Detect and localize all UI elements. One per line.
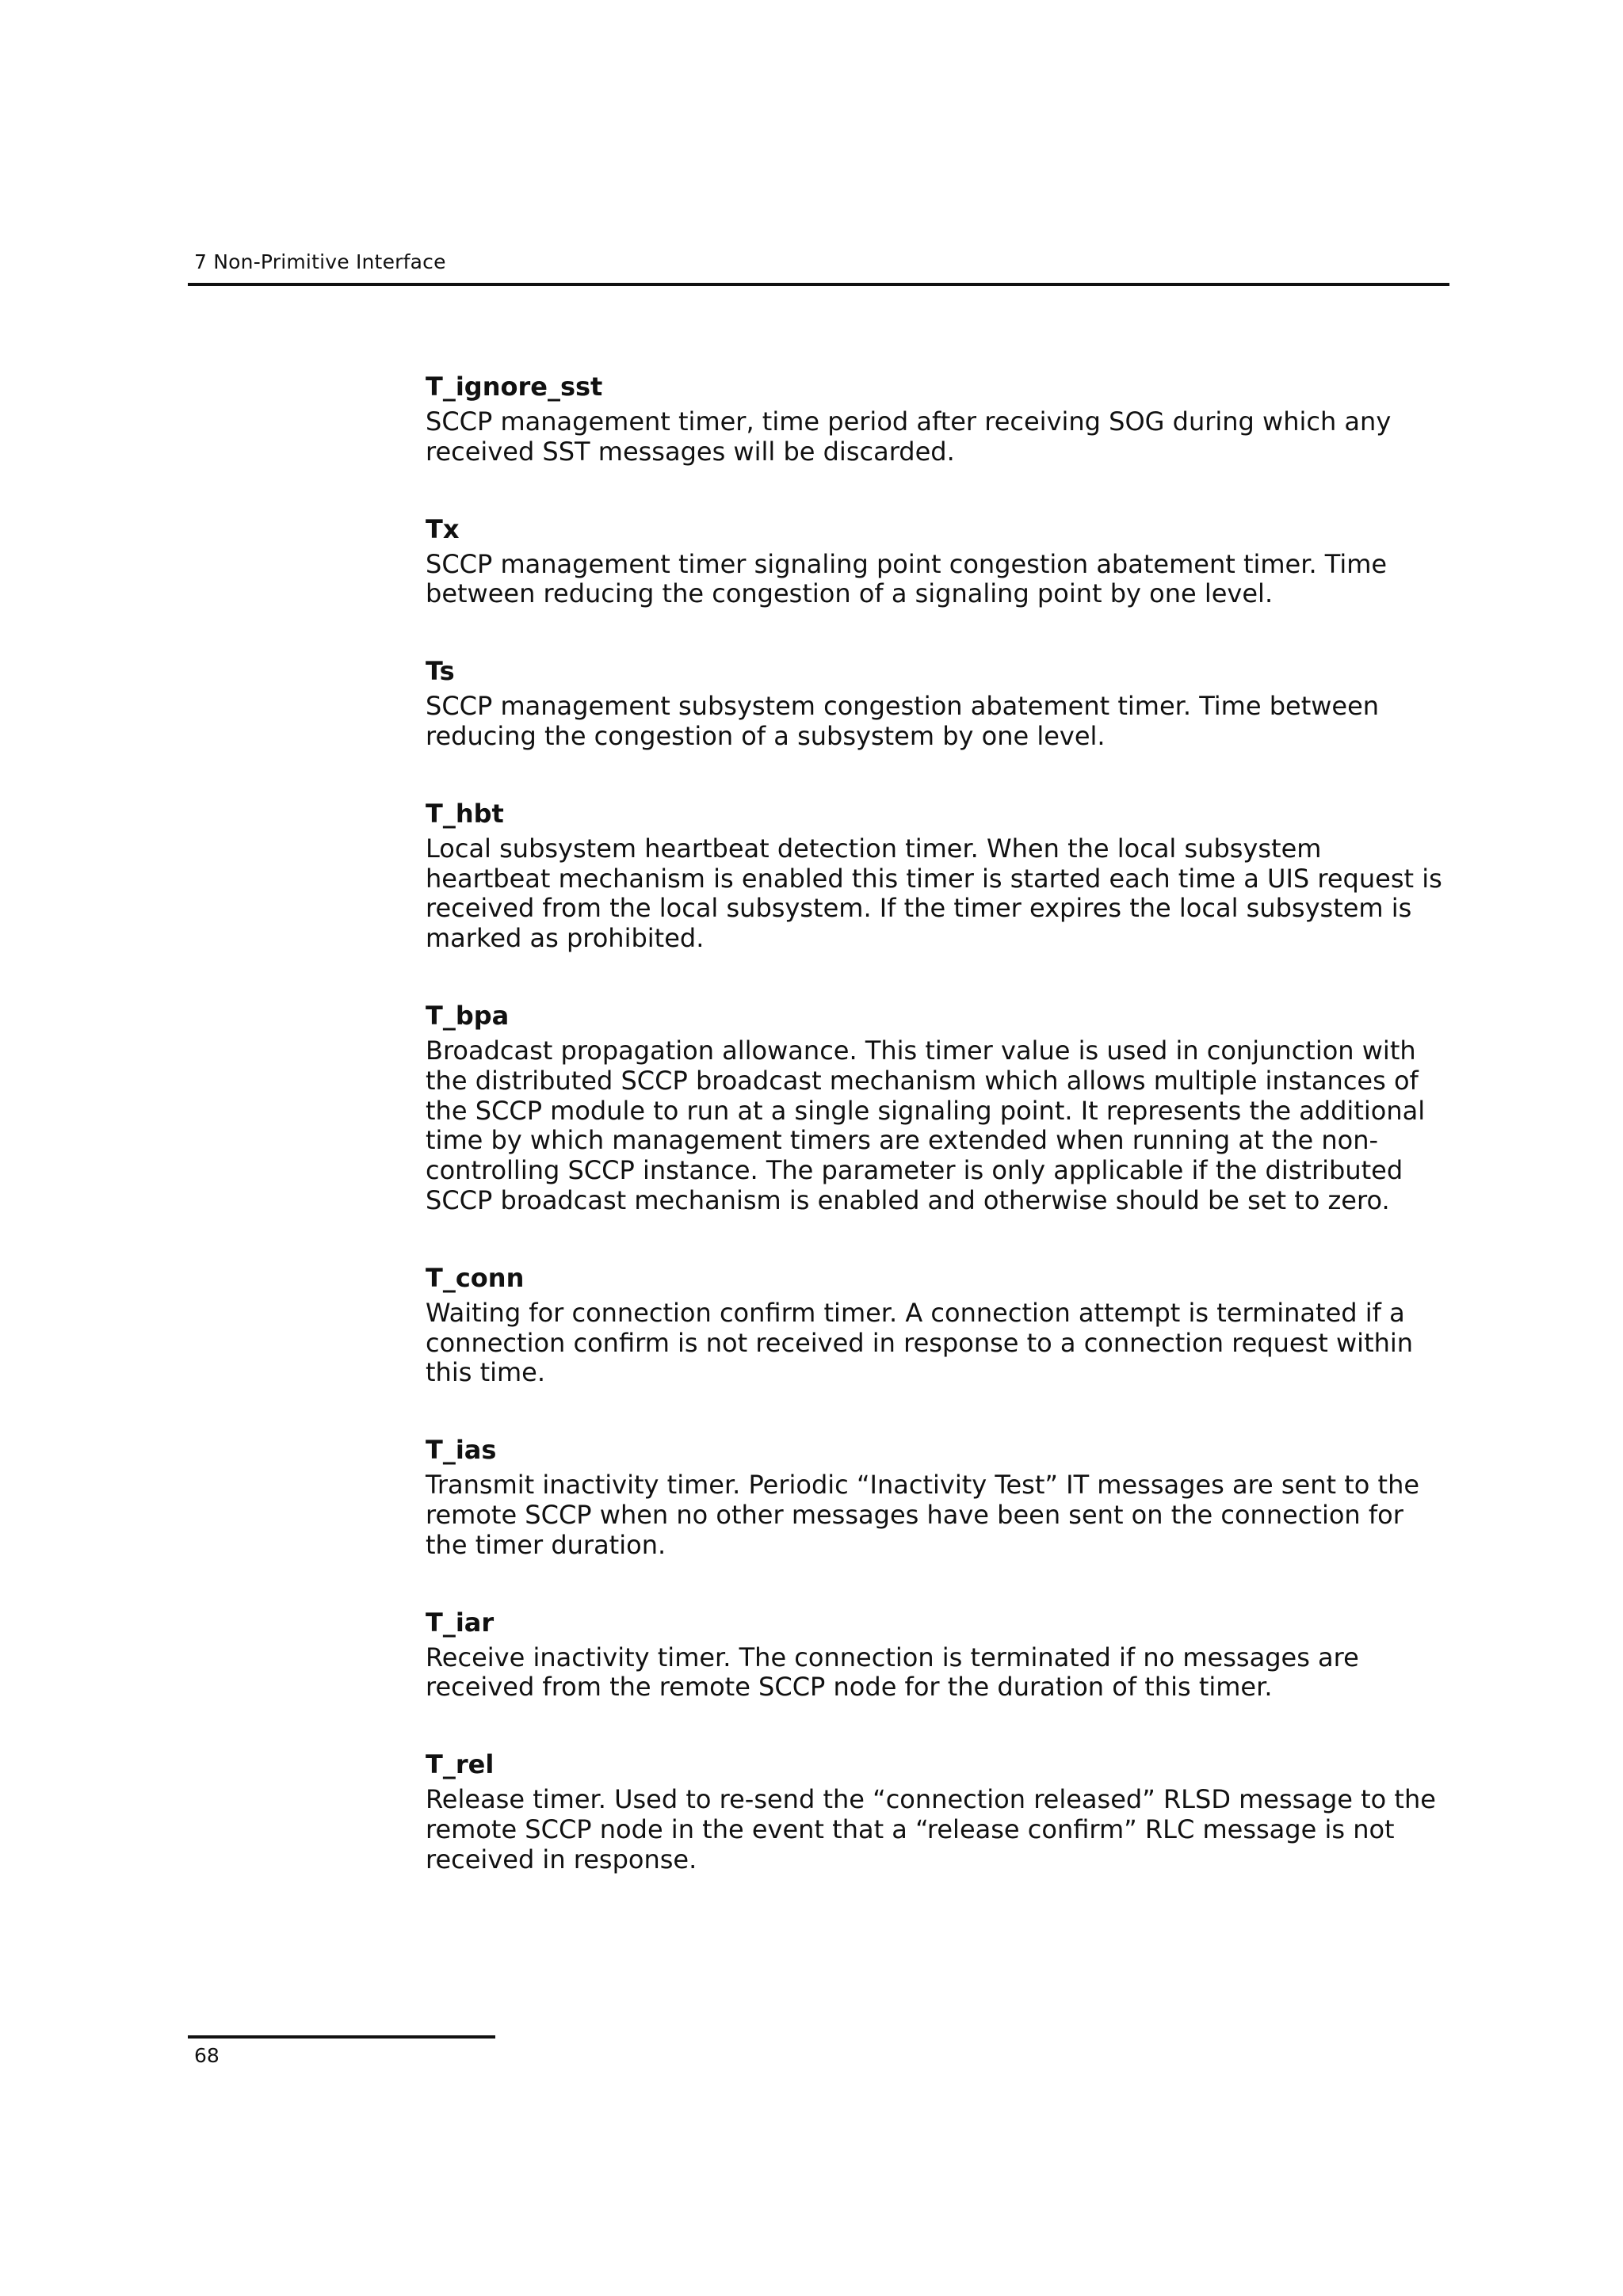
definition-term: T_rel bbox=[426, 1749, 495, 1780]
definition-term: Tx bbox=[426, 513, 460, 544]
timer-definition-list bbox=[426, 369, 1448, 1920]
footer-divider bbox=[188, 2035, 495, 2039]
definition-entry-t-hbt bbox=[426, 796, 1448, 954]
definition-description: SCCP management timer signaling point congestion abatement timer. Time between reducing the congestion of a signaling point by one level. bbox=[426, 548, 1388, 609]
definition-entry-t-conn bbox=[426, 1261, 1448, 1388]
definition-entry-t-rel bbox=[426, 1747, 1448, 1875]
definition-entry-t-bpa bbox=[426, 998, 1448, 1216]
definition-term: T_iar bbox=[426, 1607, 495, 1638]
definition-term: Ts bbox=[426, 656, 455, 687]
definition-term: T_hbt bbox=[426, 798, 504, 829]
running-header: 7 Non-Primitive Interface bbox=[194, 250, 446, 273]
definition-entry-tx bbox=[426, 512, 1448, 610]
definition-entry-t-ias bbox=[426, 1432, 1448, 1560]
definition-description: Transmit inactivity timer. Periodic “Inactivity Test” IT messages are sent to the remote SCCP when no other messages have been sent on the connection for the timer duration. bbox=[426, 1470, 1420, 1560]
definition-term: T_ignore_sst bbox=[426, 372, 603, 402]
definition-description: Broadcast propagation allowance. This timer value is used in conjunction with the distributed SCCP broadcast mechanism which allows multiple instances of the SCCP module to run at a single signaling point. It represents the additional time by which management timers are extended when running at the non-controlling SCCP instance. The parameter is only applicable if the distributed SCCP broadcast mechanism is enabled and otherwise should be set to zero. bbox=[426, 1035, 1426, 1215]
definition-entry-ts bbox=[426, 654, 1448, 752]
header-divider bbox=[188, 283, 1449, 286]
definition-description: Local subsystem heartbeat detection timer. When the local subsystem heartbeat mechanism is enabled this timer is started each time a UIS request is received from the local subsystem. If the timer expires the local subsystem is marked as prohibited. bbox=[426, 833, 1442, 954]
definition-entry-t-ignore-sst bbox=[426, 369, 1448, 467]
definition-description: Waiting for connection confirm timer. A connection attempt is terminated if a connection confirm is not received in response to a connection request within this time. bbox=[426, 1297, 1414, 1388]
definition-term: T_bpa bbox=[426, 1000, 510, 1031]
definition-term: T_ias bbox=[426, 1435, 497, 1466]
definition-entry-t-iar bbox=[426, 1605, 1448, 1703]
definition-description: Release timer. Used to re-send the “connection released” RLSD message to the remote SCCP node in the event that a “release confirm” RLC message is not received in response. bbox=[426, 1784, 1436, 1875]
page-number: 68 bbox=[194, 2044, 220, 2067]
definition-description: SCCP management subsystem congestion abatement timer. Time between reducing the congestion of a subsystem by one level. bbox=[426, 691, 1380, 751]
definition-term: T_conn bbox=[426, 1262, 525, 1293]
definition-description: Receive inactivity timer. The connection is terminated if no messages are received from the remote SCCP node for the duration of this timer. bbox=[426, 1642, 1359, 1703]
definition-description: SCCP management timer, time period after receiving SOG during which any received SST messages will be discarded. bbox=[426, 406, 1392, 467]
